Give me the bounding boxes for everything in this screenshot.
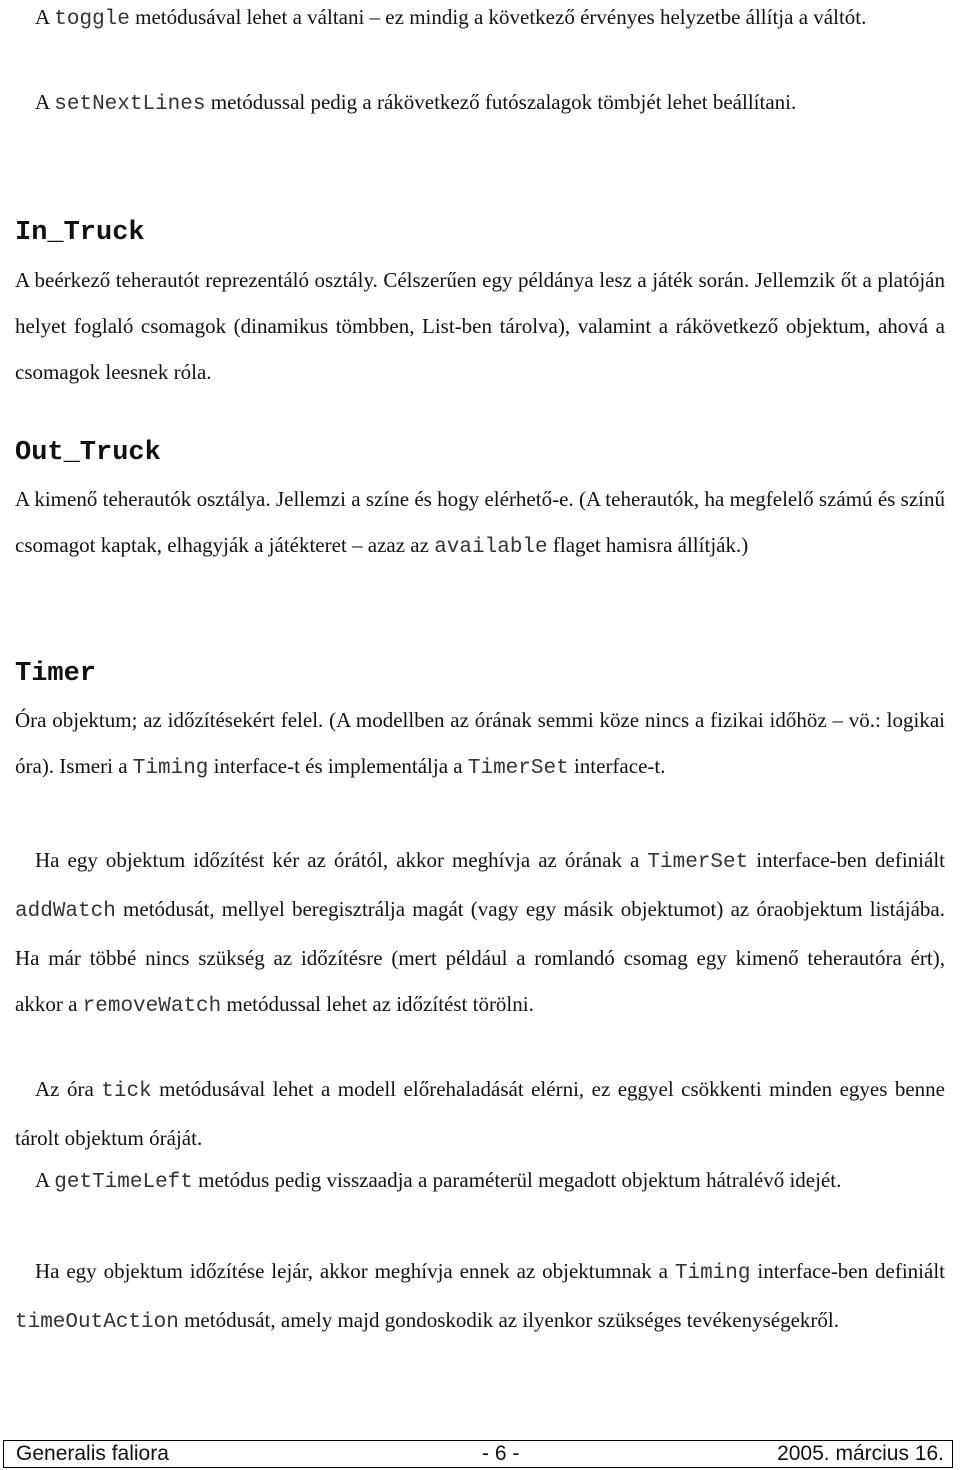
text-run: interface-t. bbox=[568, 754, 666, 778]
code-timing: Timing bbox=[132, 757, 209, 780]
code-timerset: TimerSet bbox=[467, 757, 569, 780]
text-run: metódusával lehet a váltani – ez mindig a következő érvényes helyzetbe állítja a váltót. bbox=[129, 5, 867, 29]
timer-paragraph-3 bbox=[15, 1066, 945, 1161]
toggle-paragraph bbox=[15, 0, 945, 43]
code-available: available bbox=[434, 536, 548, 559]
text-run: interface-ben definiált bbox=[750, 1259, 945, 1283]
text-run: metódusával lehet a modell előrehaladását elérni, ez eggyel csökkenti minden egyes benne tárolt objektum óráját. bbox=[15, 1077, 945, 1150]
text-run: interface-t és implementálja a bbox=[208, 754, 468, 778]
code-setnextlines: setNextLines bbox=[54, 93, 206, 116]
text-run: Ha egy objektum időzítése lejár, akkor meghívja ennek az objektumnak a bbox=[35, 1259, 675, 1283]
text-run: A bbox=[35, 5, 55, 29]
out-truck-heading: Out_Truck bbox=[15, 438, 161, 468]
code-addwatch: addWatch bbox=[15, 900, 116, 923]
code-toggle: toggle bbox=[54, 8, 130, 31]
code-timerset: TimerSet bbox=[647, 851, 749, 874]
text-run: A bbox=[35, 90, 55, 114]
setnextlines-paragraph bbox=[15, 79, 945, 128]
page-footer bbox=[3, 1440, 953, 1468]
text-run: A kimenő teherautók osztálya. Jellemzi a színe és hogy elérhető-e. (A teherautók, ha megfelelő számú és színű csomagot kaptak, elhagyják a játékteret – azaz az bbox=[15, 487, 945, 557]
code-timeoutaction: timeOutAction bbox=[15, 1311, 179, 1334]
timer-paragraph-2 bbox=[15, 837, 945, 1030]
code-removewatch: removeWatch bbox=[82, 995, 222, 1018]
text-run: Óra objektum; az időzítésekért felel. (A modellben az órának semmi köze nincs a fizikai időhöz – vö.: logikai óra). Ismeri a bbox=[15, 708, 945, 778]
text-run: metódusát, amely majd gondoskodik az ilyenkor szükséges tevékenységekről. bbox=[178, 1308, 839, 1332]
timer-paragraph-1 bbox=[15, 697, 945, 792]
in-truck-paragraph: A beérkező teherautót reprezentáló osztály. Célszerűen egy példánya lesz a játék során. Jellemzik őt a platóján helyet foglaló csomagok (dinamikus tömbben, List-ben tárolva), valamint a rákövetkező objektum, ahová a csomagok leesnek róla. bbox=[15, 268, 945, 384]
in-truck-heading: In_Truck bbox=[15, 218, 145, 248]
timer-paragraph-4 bbox=[15, 1157, 945, 1206]
text-run: metódusát, mellyel beregisztrálja magát (vagy egy másik objektumot) az óraobjektum listájába. Ha már többé nincs szükség az időzítésre (mert például a romlandó csomag egy kimenő teherautóra ért), akkor a bbox=[15, 897, 945, 1016]
code-gettimeleft: getTimeLeft bbox=[54, 1171, 193, 1194]
text-run: A bbox=[35, 1168, 55, 1192]
timer-paragraph-5 bbox=[15, 1248, 945, 1346]
out-truck-paragraph bbox=[15, 476, 945, 571]
text-run: metódussal lehet az időzítést törölni. bbox=[221, 992, 534, 1016]
text-run: metódus pedig visszaadja a paraméterül megadott objektum hátralévő idejét. bbox=[192, 1168, 842, 1192]
text-run: Ha egy objektum időzítést kér az órától, akkor meghívja az órának a bbox=[35, 848, 648, 872]
text-run: interface-ben definiált bbox=[748, 848, 946, 872]
footer-title: Generalis faliora bbox=[16, 1442, 169, 1465]
text-run: metódussal pedig a rákövetkező futószalagok tömbjét lehet beállítani. bbox=[205, 90, 797, 114]
code-timing: Timing bbox=[674, 1262, 751, 1285]
code-tick: tick bbox=[101, 1080, 152, 1103]
text-run: Az óra bbox=[35, 1077, 102, 1101]
footer-page-number: - 6 - bbox=[482, 1442, 520, 1465]
footer-date: 2005. március 16. bbox=[777, 1442, 944, 1465]
timer-heading: Timer bbox=[15, 659, 97, 689]
text-run: flaget hamisra állítják.) bbox=[547, 533, 749, 557]
